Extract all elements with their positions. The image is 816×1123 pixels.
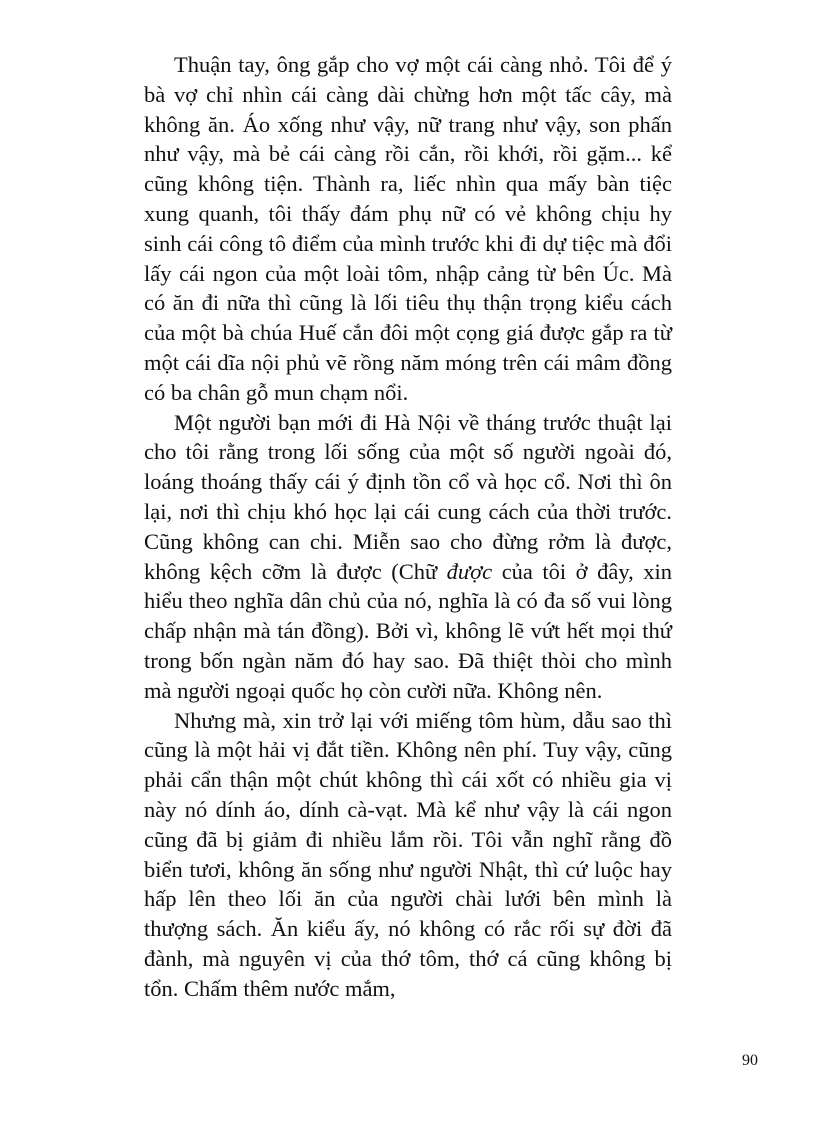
page-body	[144, 50, 672, 1004]
paragraph-2-text-start: Một người bạn mới đi Hà Nội về tháng trước thuật lại cho tôi rằng trong lối sống của một số người ngoài đó, loáng thoáng thấy cái ý định tồn cổ và học cổ. Nơi thì ôn lại, nơi thì chịu khó học lại cái cung cách của thời trước. Cũng không can chi. Miễn sao cho đừng rởm là được, không kệch cỡm là được (Chữ	[144, 409, 672, 584]
page-number: 90	[742, 1052, 758, 1069]
paragraph-1	[144, 50, 672, 408]
paragraph-3	[144, 706, 672, 1004]
paragraph-2	[144, 408, 672, 706]
paragraph-3-text: Nhưng mà, xin trở lại với miếng tôm hùm, dẫu sao thì cũng là một hải vị đắt tiền. Không nên phí. Tuy vậy, cũng phải cẩn thận một chút không thì cái xốt có nhiều gia vị này nó dính áo, dính cà-vạt. Mà kể như vậy là cái ngon cũng đã bị giảm đi nhiều lắm rồi. Tôi vẫn nghĩ rằng đồ biển tươi, không ăn sống như người Nhật, thì cứ luộc hay hấp lên theo lối ăn của người chài lưới bên mình là thượng sách. Ăn kiểu ấy, nó không có rắc rối sự đời đã đành, mà nguyên vị của thớ tôm, thớ cá cũng không bị tổn. Chấm thêm nước mắm,	[144, 707, 672, 1001]
paragraph-2-text-end: của tôi ở đây, xin hiểu theo nghĩa dân chủ của nó, nghĩa là có đa số vui lòng chấp nhận mà tán đồng). Bởi vì, không lẽ vứt hết mọi thứ trong bốn ngàn năm đó hay sao. Đã thiệt thòi cho mình mà người ngoại quốc họ còn cười nữa. Không nên.	[144, 558, 672, 703]
paragraph-2-italic-word: được	[446, 558, 493, 584]
paragraph-1-text: Thuận tay, ông gắp cho vợ một cái càng nhỏ. Tôi để ý bà vợ chỉ nhìn cái càng dài chừng hơn một tấc cây, mà không ăn. Áo xống như vậy, nữ trang như vậy, son phấn như vậy, mà bẻ cái càng rồi cắn, rồi khới, rồi gặm... kể cũng không tiện. Thành ra, liếc nhìn qua mấy bàn tiệc xung quanh, tôi thấy đám phụ nữ có vẻ không chịu hy sinh cái công tô điểm của mình trước khi đi dự tiệc mà đổi lấy cái ngon của một loài tôm, nhập cảng từ bên Úc. Mà có ăn đi nữa thì cũng là lối tiêu thụ thận trọng kiểu cách của một bà chúa Huế cắn đôi một cọng giá được gắp ra từ một cái dĩa nội phủ vẽ rồng năm móng trên cái mâm đồng có ba chân gỗ mun chạm nổi.	[144, 52, 672, 405]
